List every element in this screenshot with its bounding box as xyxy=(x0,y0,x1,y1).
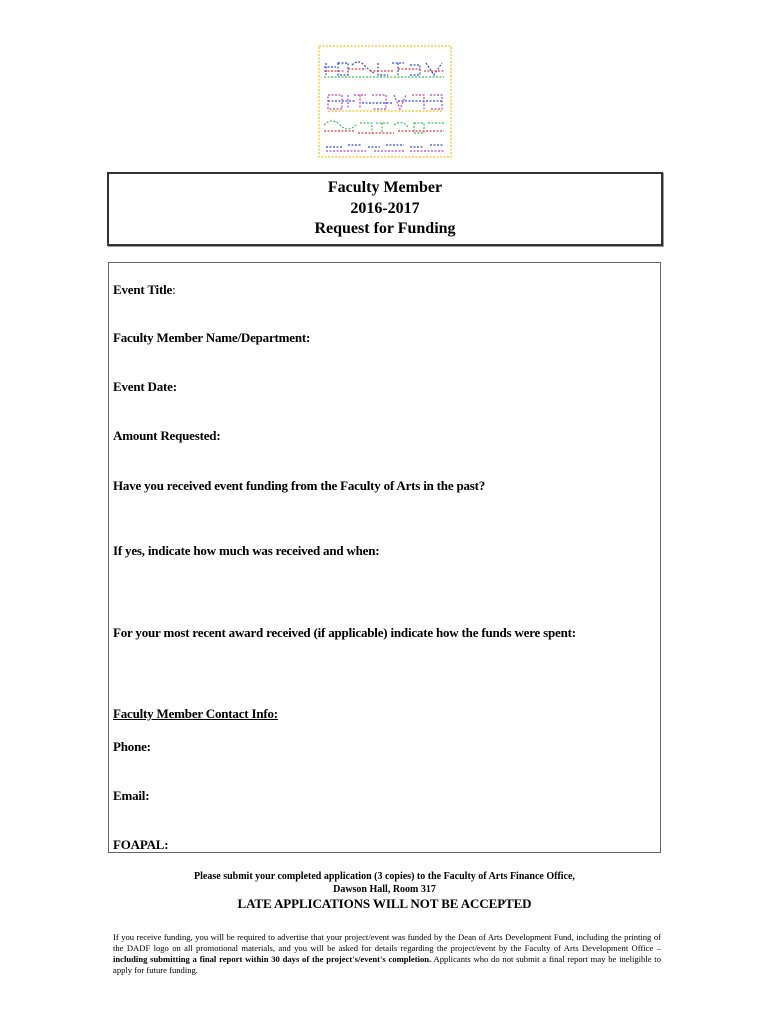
event-title-field[interactable] xyxy=(113,282,176,298)
contact-info-heading: Faculty Member Contact Info: xyxy=(113,706,278,721)
phone-label[interactable]: Phone: xyxy=(113,739,151,754)
fine-print-part-1: If you receive funding, you will be required to advertise that your project/event was funded by the Dean of Arts Development Fund, including the printing of the DADF logo on all promotional materials, and you will be asked for details regarding the project/event by the Faculty of Arts Development Office – xyxy=(113,932,661,953)
submit-instructions xyxy=(108,870,661,896)
submit-line-1: Please submit your completed application (3 copies) to the Faculty of Arts Finance Office, xyxy=(194,871,575,882)
title-line-year: 2016-2017 xyxy=(350,199,420,217)
event-date-label[interactable]: Event Date: xyxy=(113,379,177,394)
past-funding-question[interactable]: Have you received event funding from the Faculty of Arts in the past? xyxy=(113,478,486,493)
event-title-label: Event Title xyxy=(113,282,173,297)
title-box xyxy=(107,172,663,246)
recent-award-question[interactable]: For your most recent award received (if applicable) indicate how the funds were spent: xyxy=(113,625,576,640)
foapal-label[interactable]: FOAPAL: xyxy=(113,837,169,852)
late-applications-notice: LATE APPLICATIONS WILL NOT BE ACCEPTED xyxy=(237,896,532,911)
fine-print-part-2: Applicants who do not submit a final report may be ineligible to apply for future funding. xyxy=(113,954,661,975)
submit-line-2: Dawson Hall, Room 317 xyxy=(333,884,436,895)
event-title-colon: : xyxy=(172,282,176,297)
dadf-logo-icon xyxy=(318,45,452,158)
faculty-name-label[interactable]: Faculty Member Name/Department: xyxy=(113,330,311,345)
email-label[interactable]: Email: xyxy=(113,788,150,803)
fine-print xyxy=(113,932,661,976)
title-line-faculty-member: Faculty Member xyxy=(327,179,443,196)
if-yes-question[interactable]: If yes, indicate how much was received and when: xyxy=(113,543,380,558)
title-line-request: Request for Funding xyxy=(314,220,456,237)
fine-print-bold: including submitting a final report within 30 days of the project's/event's completion. xyxy=(113,954,432,964)
amount-requested-label[interactable]: Amount Requested: xyxy=(113,428,221,443)
